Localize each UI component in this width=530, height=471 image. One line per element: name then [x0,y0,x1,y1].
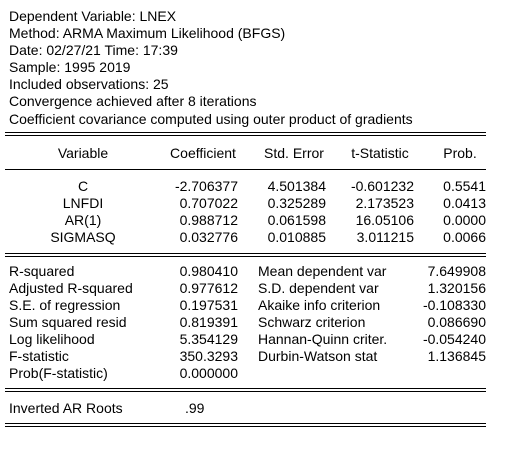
coefficient-value: -2.706377 [174,178,238,194]
variable-name: AR(1) [64,212,102,228]
header-line: Convergence achieved after 8 iterations [9,93,257,110]
variable-name: SIGMASQ [50,229,116,245]
stat-label: S.E. of regression [9,297,121,313]
divider [5,426,486,427]
stat-label: Adjusted R-squared [9,280,133,296]
divider [5,169,486,170]
coefficient-value: 0.707022 [179,195,238,211]
divider [5,256,486,257]
header-line: Sample: 1995 2019 [9,59,131,76]
variable-name: C [77,178,89,194]
column-header-prob: Prob. [443,145,477,161]
stat-value: 0.197531 [179,297,238,313]
column-header-std-error: Std. Error [264,145,324,161]
header-line: Coefficient covariance computed using outer product of gradients [9,110,413,127]
stat-label: Mean dependent var [258,263,387,279]
std-error-value: 0.010885 [267,229,326,245]
stat-value: -0.108330 [422,297,486,313]
t-statistic-value: 2.173523 [355,195,414,211]
stat-value: 0.819391 [179,314,238,330]
estimation-header [9,8,413,128]
header-line: Included observations: 25 [9,76,169,93]
stat-value: 1.136845 [427,348,486,364]
divider [5,135,486,136]
std-error-value: 4.501384 [267,178,326,194]
variable-name: LNFDI [62,195,104,211]
stat-value: 0.000000 [179,365,238,381]
prob-value: 0.0066 [443,229,486,245]
divider [5,132,486,133]
stat-label: Schwarz criterion [258,314,366,330]
divider [5,388,486,389]
stat-label: Prob(F-statistic) [9,365,108,381]
divider [5,423,486,424]
t-statistic-value: 3.011215 [356,229,414,245]
std-error-value: 0.325289 [267,195,326,211]
inverted-ar-roots-label: Inverted AR Roots [9,400,123,416]
stat-label: Sum squared resid [9,314,127,330]
stat-value: 0.977612 [179,280,238,296]
header-line: Method: ARMA Maximum Likelihood (BFGS) [9,25,286,42]
prob-value: 0.0413 [443,195,486,211]
t-statistic-value: -0.601232 [350,178,414,194]
stat-label: R-squared [9,263,75,279]
coefficient-value: 0.988712 [179,212,238,228]
stat-value: 350.3293 [179,348,238,364]
column-header-variable: Variable [57,145,109,161]
prob-value: 0.0000 [443,212,486,228]
stat-label: Durbin-Watson stat [258,348,378,364]
stat-label: Log likelihood [9,331,95,347]
t-statistic-value: 16.05106 [355,212,414,228]
header-line: Date: 02/27/21 Time: 17:39 [9,42,178,59]
stat-label: Hannan-Quinn criter. [258,331,388,347]
stat-label: F-statistic [9,348,69,364]
coefficient-value: 0.032776 [179,229,238,245]
stat-label: Akaike info criterion [258,297,381,313]
column-header-t-statistic: t-Statistic [351,145,409,161]
inverted-ar-roots-value: .99 [185,400,205,416]
column-header-coefficient: Coefficient [170,145,236,161]
prob-value: 0.5541 [443,178,486,194]
stat-value: 5.354129 [179,331,238,347]
divider [5,253,486,254]
std-error-value: 0.061598 [267,212,326,228]
header-line: Dependent Variable: LNEX [9,8,177,24]
stat-label: S.D. dependent var [258,280,379,296]
stat-value: 7.649908 [427,263,486,279]
stat-value: 0.086690 [427,314,486,330]
stat-value: 1.320156 [427,280,486,296]
stat-value: 0.980410 [179,263,238,279]
divider [5,391,486,392]
stat-value: -0.054240 [422,331,486,347]
